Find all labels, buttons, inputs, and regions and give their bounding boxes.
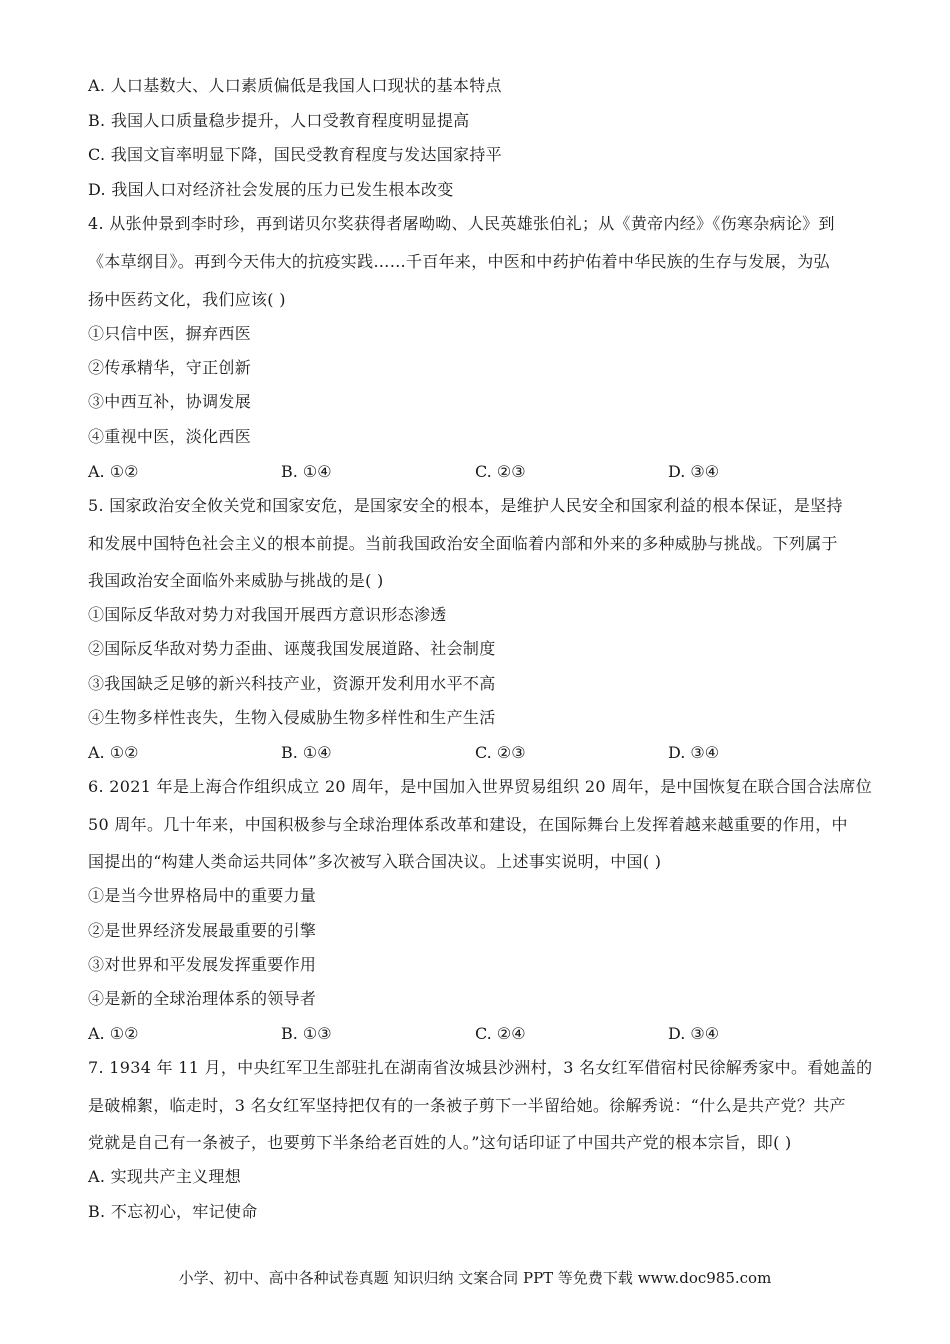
q6-statement-1: ①是当今世界格局中的重要力量 [88,886,317,905]
q3-option-c: C. 我国文盲率明显下降，国民受教育程度与发达国家持平 [88,145,502,164]
q4-stem-line-3: 扬中医药文化，我们应该( ) [88,290,286,309]
q5-choice-c: C. ②③ [475,743,526,762]
q7-stem-line-3: 党就是自己有一条被子，也要剪下半条给老百姓的人。”这句话印证了中国共产党的根本宗旨，即( ) [88,1133,792,1152]
q5-stem-line-3: 我国政治安全面临外来威胁与挑战的是( ) [88,571,384,590]
q6-stem-line-1: 6. 2021 年是上海合作组织成立 20 周年，是中国加入世界贸易组织 20 周年，是中国恢复在联合国合法席位 [88,777,873,796]
q4-statement-2: ②传承精华，守正创新 [88,358,252,377]
q3-option-a: A. 人口基数大、人口素质偏低是我国人口现状的基本特点 [88,76,502,95]
q6-statement-2: ②是世界经济发展最重要的引擎 [88,921,317,940]
q4-statement-1: ①只信中医，摒弃西医 [88,324,252,343]
q6-choice-d: D. ③④ [668,1024,720,1043]
q5-statement-4: ④生物多样性丧失，生物入侵威胁生物多样性和生产生活 [88,708,496,727]
q7-stem-line-1: 7. 1934 年 11 月，中央红军卫生部驻扎在湖南省汝城县沙洲村，3 名女红军借宿村民徐解秀家中。看她盖的 [88,1058,873,1077]
q4-statement-3: ③中西互补，协调发展 [88,392,252,411]
q5-stem-line-1: 5. 国家政治安全攸关党和国家安危，是国家安全的根本，是维护人民安全和国家利益的根本保证，是坚持 [88,496,843,515]
q4-statement-4: ④重视中医，淡化西医 [88,427,252,446]
q5-choice-d: D. ③④ [668,743,720,762]
q7-stem-line-2: 是破棉絮，临走时，3 名女红军坚持把仅有的一条被子剪下一半留给她。徐解秀说：“什么是共产党？共产 [88,1096,846,1115]
q5-choice-a: A. ①② [88,743,139,762]
q4-stem-line-1: 4. 从张仲景到李时珍，再到诺贝尔奖获得者屠呦呦、人民英雄张伯礼；从《黄帝内经》《伤寒杂病论》到 [88,214,835,233]
q3-option-d: D. 我国人口对经济社会发展的压力已发生根本改变 [88,180,454,199]
q6-choice-a: A. ①② [88,1024,139,1043]
q5-statement-1: ①国际反华敌对势力对我国开展西方意识形态渗透 [88,605,447,624]
q6-stem-line-2: 50 周年。几十年来，中国积极参与全球治理体系改革和建设，在国际舞台上发挥着越来越重要的作用，中 [88,815,848,834]
q4-choice-d: D. ③④ [668,462,720,481]
q5-stem-line-2: 和发展中国特色社会主义的根本前提。当前我国政治安全面临着内部和外来的多种威胁与挑战。下列属于 [88,534,838,553]
q6-stem-line-3: 国提出的“构建人类命运共同体”多次被写入联合国决议。上述事实说明，中国( ) [88,852,662,871]
q4-choice-b: B. ①④ [281,462,332,481]
q6-choice-b: B. ①③ [281,1024,332,1043]
q6-choice-c: C. ②④ [475,1024,526,1043]
q4-stem-line-2: 《本草纲目》。再到今天伟大的抗疫实践……千百年来，中医和中药护佑着中华民族的生存与发展，为弘 [88,252,830,271]
q5-statement-3: ③我国缺乏足够的新兴科技产业，资源开发利用水平不高 [88,674,496,693]
q6-statement-4: ④是新的全球治理体系的领导者 [88,989,317,1008]
q7-option-a: A. 实现共产主义理想 [88,1167,242,1186]
q6-statement-3: ③对世界和平发展发挥重要作用 [88,955,317,974]
q7-option-b: B. 不忘初心，牢记使命 [88,1202,258,1221]
page-footer: 小学、初中、高中各种试卷真题 知识归纳 文案合同 PPT 等免费下载 www.doc985.com [178,1269,772,1287]
q5-choice-b: B. ①④ [281,743,332,762]
q4-choice-c: C. ②③ [475,462,526,481]
q4-choice-a: A. ①② [88,462,139,481]
q3-option-b: B. 我国人口质量稳步提升，人口受教育程度明显提高 [88,111,470,130]
q5-statement-2: ②国际反华敌对势力歪曲、诬蔑我国发展道路、社会制度 [88,639,496,658]
